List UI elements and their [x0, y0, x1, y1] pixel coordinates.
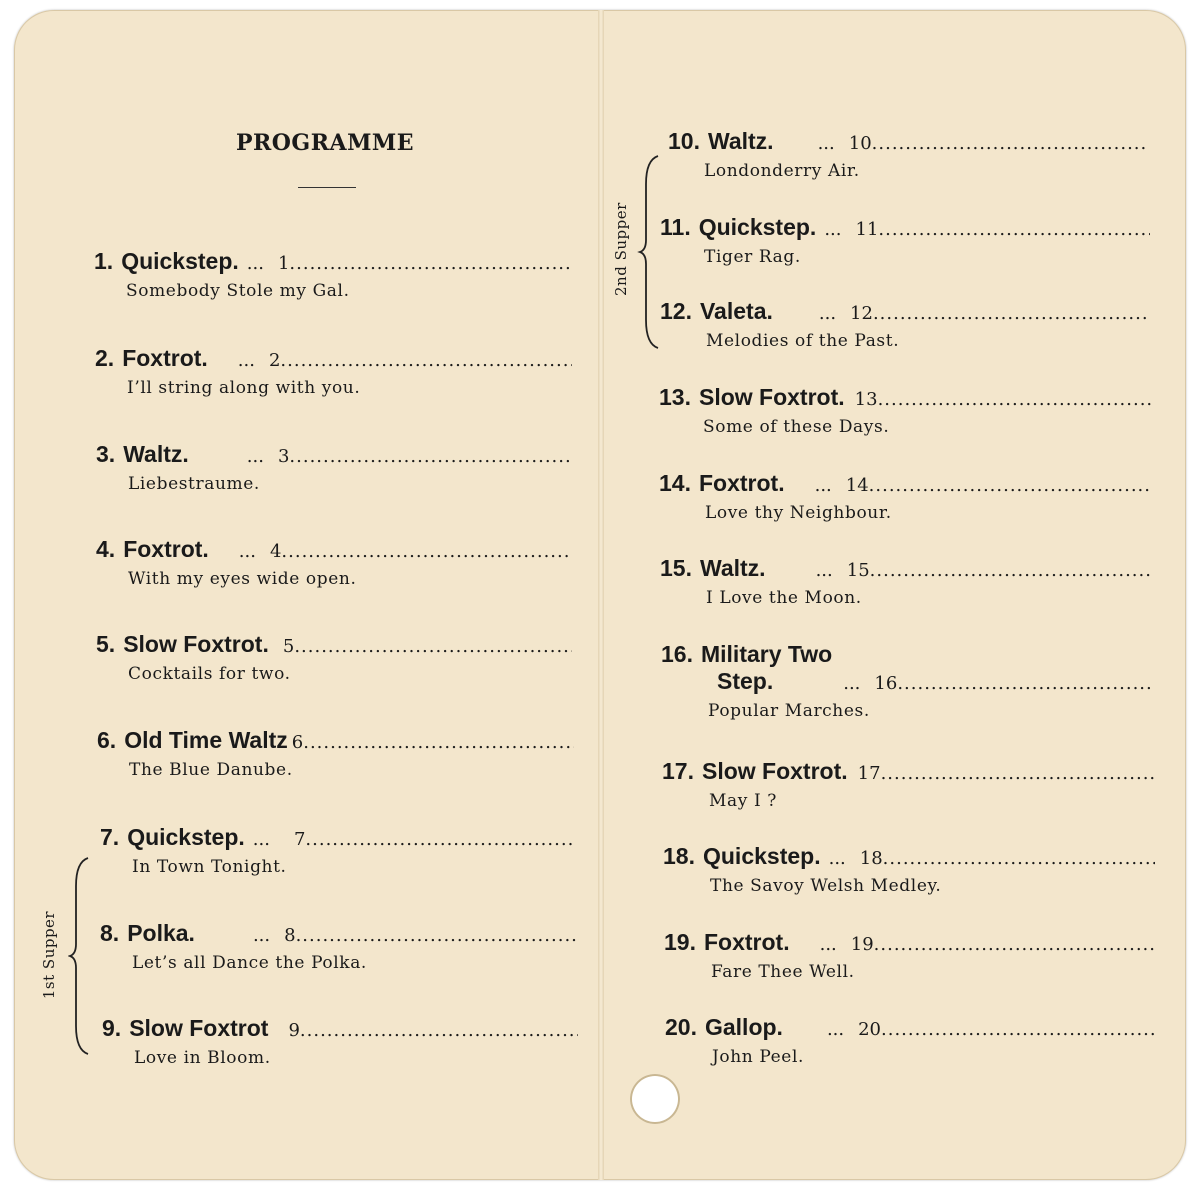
partner-line-number: 7 — [293, 829, 306, 850]
tune-title: Liebestraume. — [128, 474, 260, 494]
tune-title: The Blue Danube. — [129, 760, 293, 780]
dance-ellipsis: ... — [817, 133, 835, 154]
partner-line[interactable] — [284, 925, 576, 946]
dance-entry-20 — [665, 1014, 1157, 1067]
card-fold — [598, 10, 604, 1180]
partner-line[interactable] — [292, 732, 574, 753]
partner-line-number: 5 — [282, 636, 295, 657]
dance-ellipsis: ... — [246, 446, 264, 467]
tune-title: Some of these Days. — [703, 417, 890, 437]
partner-line-number: 15 — [846, 560, 870, 581]
partner-line[interactable] — [858, 763, 1154, 784]
dance-ellipsis: ... — [819, 934, 837, 955]
dance-number: 16. — [661, 641, 693, 667]
title-rule — [298, 187, 356, 188]
dance-name: Slow Foxtrot. — [698, 384, 845, 410]
dance-number: 12. — [660, 298, 692, 324]
dance-entry-4 — [96, 536, 572, 589]
partner-line-number: 19 — [850, 934, 874, 955]
partner-line[interactable] — [855, 389, 1151, 410]
dance-number: 7. — [100, 824, 120, 850]
dance-number: 3. — [96, 441, 116, 467]
partner-line[interactable] — [856, 219, 1151, 240]
dance-entry-1 — [94, 248, 572, 301]
dance-entry-15 — [660, 555, 1151, 608]
partner-line-number: 10 — [848, 133, 872, 154]
tune-title: Let’s all Dance the Polka. — [132, 953, 367, 973]
dance-entry-11 — [660, 214, 1150, 267]
tune-title: I’ll string along with you. — [127, 378, 361, 398]
dance-entry-7 — [100, 824, 575, 877]
tune-title: Tiger Rag. — [704, 247, 801, 267]
dance-name: Quickstep. — [698, 214, 817, 240]
tune-title: In Town Tonight. — [132, 857, 287, 877]
tune-title: The Savoy Welsh Medley. — [710, 876, 942, 896]
partner-line-number: 1 — [277, 253, 290, 274]
dance-ellipsis: ... — [826, 1019, 845, 1040]
partner-line-number: 4 — [269, 541, 282, 562]
dance-ellipsis: ... — [843, 673, 861, 694]
tune-title: Londonderry Air. — [704, 161, 860, 181]
punch-hole — [630, 1074, 680, 1124]
partner-line[interactable] — [850, 303, 1150, 324]
tune-title: Love in Bloom. — [134, 1048, 271, 1068]
dance-number: 14. — [659, 470, 691, 496]
dance-ellipsis: ... — [814, 475, 832, 496]
dance-name: Foxtrot. — [703, 929, 790, 955]
dance-number: 17. — [662, 758, 694, 784]
partner-line[interactable] — [288, 1020, 578, 1041]
partner-line-number: 2 — [268, 350, 281, 371]
dance-name: Foxtrot. — [122, 345, 208, 371]
dance-name: Foxtrot. — [698, 470, 785, 496]
tune-title: Cocktails for two. — [128, 664, 291, 684]
partner-line[interactable] — [269, 350, 572, 371]
tune-title: John Peel. — [712, 1047, 804, 1067]
dance-entry-5 — [96, 631, 572, 684]
tune-title: Fare Thee Well. — [711, 962, 855, 982]
dance-entry-18 — [663, 843, 1155, 896]
dance-entry-19 — [664, 929, 1156, 982]
partner-line-number: 14 — [845, 475, 869, 496]
dance-ellipsis: ... — [252, 925, 271, 946]
dance-name: Slow Foxtrot. — [123, 631, 269, 657]
dance-entry-14 — [659, 470, 1151, 523]
dance-number: 8. — [100, 920, 120, 946]
tune-title: May I ? — [709, 791, 777, 811]
dance-name: Valeta. — [699, 298, 773, 324]
dance-name: Military Two — [700, 641, 833, 667]
supper-brace-1 — [68, 856, 94, 1056]
dance-name: Quickstep. — [121, 248, 239, 274]
dance-entry-16 — [661, 641, 1152, 721]
dance-entry-6 — [97, 727, 574, 780]
dance-entry-13 — [659, 384, 1151, 437]
partner-line-number: 11 — [855, 219, 879, 240]
dance-number: 1. — [94, 248, 114, 274]
dance-name: Old Time Waltz — [124, 727, 288, 753]
dance-name: Slow Foxtrot. — [701, 758, 848, 784]
dance-number: 20. — [665, 1014, 697, 1040]
dance-number: 11. — [660, 214, 691, 240]
dance-name-continued: Step. — [717, 668, 774, 694]
dance-ellipsis: ... — [818, 303, 837, 324]
partner-line-number: 12 — [850, 303, 873, 324]
tune-title: Melodies of the Past. — [706, 331, 900, 351]
partner-line-number: 18 — [859, 848, 883, 869]
dance-ellipsis: ... — [252, 829, 270, 850]
dance-entry-3 — [96, 441, 572, 494]
dance-entry-9 — [102, 1015, 578, 1068]
dance-entry-17 — [662, 758, 1154, 811]
dance-entry-2 — [95, 345, 572, 398]
partner-line[interactable] — [874, 673, 1152, 694]
partner-line[interactable] — [846, 475, 1151, 496]
tune-title: Popular Marches. — [708, 701, 870, 721]
partner-line[interactable] — [270, 541, 572, 562]
dance-number: 13. — [659, 384, 691, 410]
dance-number: 4. — [96, 536, 116, 562]
dance-number: 9. — [102, 1015, 122, 1041]
dance-number: 6. — [97, 727, 117, 753]
partner-line-number: 17 — [857, 763, 881, 784]
dance-name: Polka. — [127, 920, 195, 946]
partner-line-number: 8 — [284, 925, 296, 946]
partner-line[interactable] — [851, 934, 1156, 955]
partner-line[interactable] — [849, 133, 1148, 154]
supper-label-2: 2nd Supper — [612, 202, 630, 296]
partner-line[interactable] — [294, 829, 575, 850]
dance-number: 15. — [660, 555, 692, 581]
partner-line[interactable] — [858, 1019, 1157, 1040]
dance-name: Slow Foxtrot — [129, 1015, 269, 1041]
partner-line-number: 3 — [277, 446, 290, 467]
dance-name: Waltz. — [123, 441, 189, 467]
dance-name: Quickstep. — [702, 843, 821, 869]
dance-number: 5. — [96, 631, 116, 657]
dance-entry-10 — [668, 128, 1148, 181]
partner-line-number: 9 — [288, 1020, 300, 1041]
dance-ellipsis: ... — [828, 848, 846, 869]
dance-number: 2. — [95, 345, 115, 371]
partner-line-number: 13 — [854, 389, 878, 410]
dance-number: 19. — [664, 929, 696, 955]
tune-title: I Love the Moon. — [706, 588, 862, 608]
partner-line-number: 16 — [874, 673, 898, 694]
partner-line-number: 6 — [291, 732, 304, 753]
supper-label-1: 1st Supper — [40, 910, 58, 1000]
programme-title: PROGRAMME — [235, 130, 415, 156]
dance-entry-12 — [660, 298, 1150, 351]
dance-entry-8 — [100, 920, 576, 973]
tune-title: Somebody Stole my Gal. — [126, 281, 350, 301]
dance-ellipsis: ... — [246, 253, 264, 274]
dance-ellipsis: ... — [237, 350, 255, 371]
dance-name: Waltz. — [707, 128, 774, 154]
dance-ellipsis: ... — [238, 541, 256, 562]
partner-line[interactable] — [278, 446, 572, 467]
dance-name: Foxtrot. — [123, 536, 209, 562]
dance-number: 18. — [663, 843, 695, 869]
dance-name: Waltz. — [699, 555, 766, 581]
supper-brace-2 — [636, 154, 662, 350]
dance-name: Quickstep. — [127, 824, 245, 850]
partner-line[interactable] — [278, 253, 572, 274]
partner-line-number: 20 — [858, 1019, 882, 1040]
tune-title: Love thy Neighbour. — [705, 503, 892, 523]
dance-ellipsis: ... — [815, 560, 833, 581]
dance-number: 10. — [668, 128, 700, 154]
tune-title: With my eyes wide open. — [128, 569, 357, 589]
partner-line[interactable] — [847, 560, 1151, 581]
partner-line[interactable] — [283, 636, 572, 657]
partner-line[interactable] — [860, 848, 1155, 869]
dance-name: Gallop. — [704, 1014, 783, 1040]
dance-ellipsis: ... — [824, 219, 842, 240]
